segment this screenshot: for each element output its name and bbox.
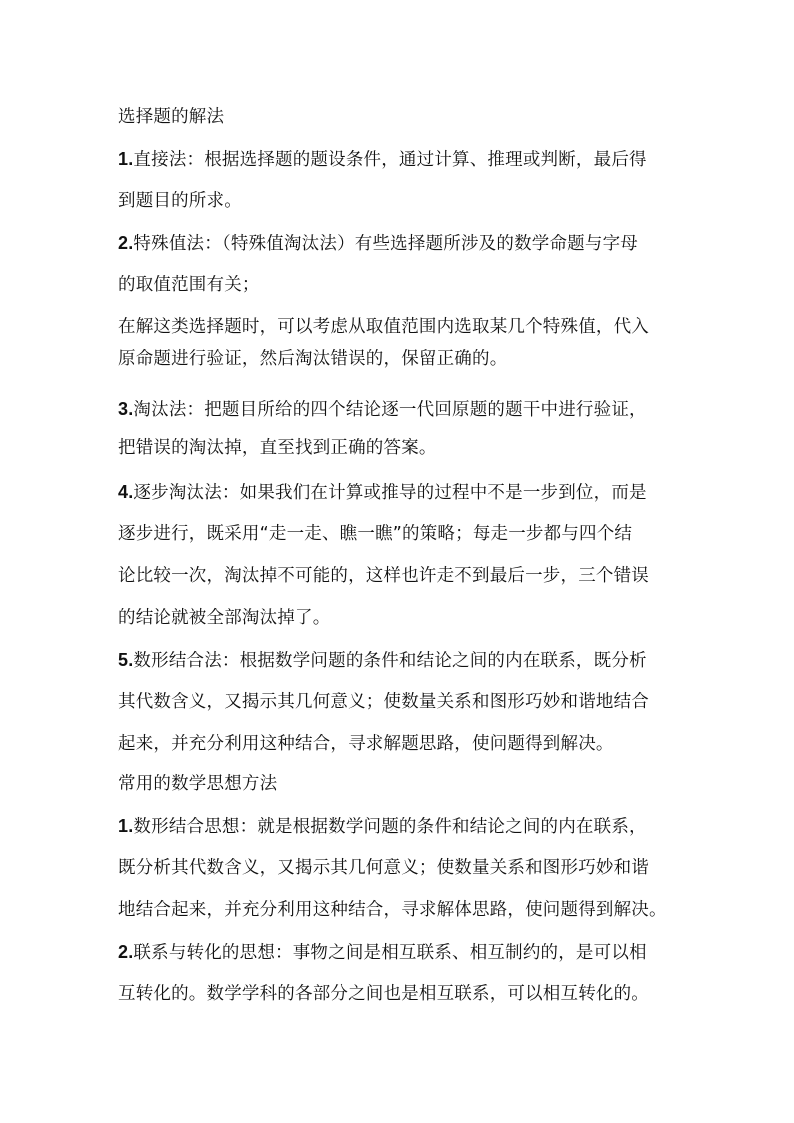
item-number: 5. [118, 650, 134, 670]
solution-item-4-line-1: 4.逐步淘汰法：如果我们在计算或推导的过程中不是一步到位，而是 [118, 482, 647, 503]
solution-item-5-line-2: 其代数含义，又揭示其几何意义；使数量关系和图形巧妙和谐地结合 [118, 692, 649, 712]
solution-item-2-line-1: 2.特殊值法：（特殊值淘汰法）有些选择题所涉及的数学命题与字母 [118, 233, 638, 254]
solution-item-2-continuation-2: 原命题进行验证，然后淘汰错误的，保留正确的。 [118, 349, 508, 369]
item-number: 1. [118, 816, 134, 836]
solution-item-2-continuation-1: 在解这类选择题时，可以考虑从取值范围内选取某几个特殊值，代入 [118, 317, 649, 337]
item-number: 2. [118, 233, 134, 253]
solution-item-4-line-3: 论比较一次，淘汰掉不可能的，这样也许走不到最后一步，三个错误 [118, 566, 649, 586]
item-number: 2. [118, 942, 134, 962]
solution-item-4-line-2: 逐步进行，既采用“走一走、瞧一瞧”的策略；每走一步都与四个结 [118, 524, 633, 544]
solution-item-1-line-2: 到题目的所求。 [118, 191, 242, 211]
item-number: 4. [118, 482, 134, 502]
solution-item-1-line-1: 1.直接法：根据选择题的题设条件，通过计算、推理或判断，最后得 [118, 149, 647, 170]
solution-item-4-line-4: 的结论就被全部淘汰掉了。 [118, 608, 331, 628]
method-item-1-line-2: 既分析其代数含义，又揭示其几何意义；使数量关系和图形巧妙和谐 [118, 858, 649, 878]
method-item-1-line-3: 地结合起来，并充分利用这种结合，寻求解体思路，使问题得到解决。 [118, 900, 667, 920]
solution-item-5-line-1: 5.数形结合法：根据数学问题的条件和结论之间的内在联系，既分析 [118, 650, 647, 671]
method-item-1-line-1: 1.数形结合思想：就是根据数学问题的条件和结论之间的内在联系， [118, 816, 647, 837]
solution-item-5-line-3: 起来，并充分利用这种结合，寻求解题思路，使问题得到解决。 [118, 734, 614, 754]
item-number: 3. [118, 399, 134, 419]
solution-item-3-line-2: 把错误的淘汰掉，直至找到正确的答案。 [118, 438, 437, 458]
section-heading-solutions: 选择题的解法 [118, 107, 225, 127]
solution-item-2-line-2: 的取值范围有关； [118, 275, 260, 295]
section-heading-methods: 常用的数学思想方法 [118, 774, 278, 794]
method-item-2-line-1: 2.联系与转化的思想：事物之间是相互联系、相互制约的，是可以相 [118, 942, 647, 963]
item-number: 1. [118, 149, 134, 169]
solution-item-3-line-1: 3.淘汰法：把题目所给的四个结论逐一代回原题的题干中进行验证， [118, 399, 647, 420]
method-item-2-line-2: 互转化的。数学学科的各部分之间也是相互联系，可以相互转化的。 [118, 984, 649, 1004]
